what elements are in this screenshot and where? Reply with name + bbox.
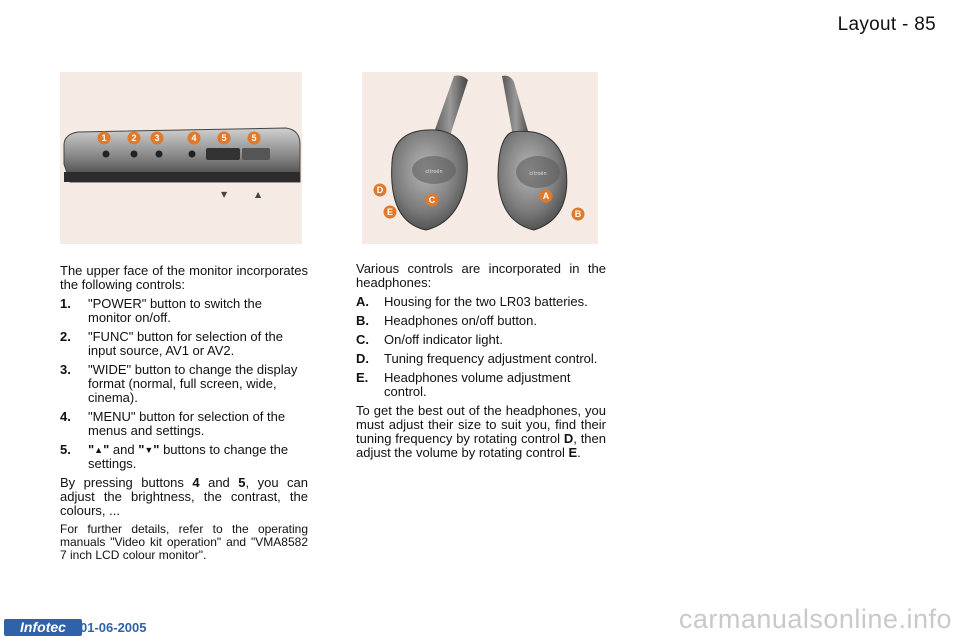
list-item: C. On/off indicator light.: [356, 332, 503, 347]
infotec-logo: Infotec: [4, 619, 82, 636]
down-arrow-icon: ▼: [144, 445, 154, 455]
down-arrow-mark: ▼: [221, 190, 228, 199]
further-details-note: For further details, refer to the operating manuals "Video kit operation" and "VMA8582 7 inch LCD colour monitor".: [60, 522, 308, 562]
up-arrow-mark: ▲: [255, 190, 262, 199]
callout-2: 2: [131, 133, 137, 143]
wide-button-mark: [156, 151, 163, 158]
extra-button-mark: [242, 148, 270, 160]
page-header: Layout - 85: [837, 14, 936, 35]
callout-5b: 5: [251, 133, 257, 143]
list-item: 4. "MENU" button for selection of the menus and settings.: [60, 409, 286, 438]
list-item: 5. "▲" and "▼" buttons to change the settings.: [60, 442, 289, 471]
func-button-mark: [131, 151, 138, 158]
headphones-intro: Various controls are incorporated in the headphones:: [356, 261, 606, 290]
callout-d: D: [376, 185, 384, 195]
callout-e: E: [386, 207, 394, 217]
callout-a: A: [542, 191, 550, 201]
list-item: 1. "POWER" button to switch the monitor on/off.: [60, 296, 262, 325]
list-item: D. Tuning frequency adjustment control.: [356, 351, 598, 366]
monitor-illustration: [60, 72, 302, 244]
watermark: carmanualsonline.info: [678, 604, 952, 634]
monitor-controls-text: [60, 264, 308, 567]
monitor-figure: [60, 72, 302, 244]
callout-3: 3: [154, 133, 160, 143]
callout-4: 4: [191, 133, 197, 143]
headphones-figure: [362, 72, 598, 244]
footer-date: 01-06-2005: [80, 620, 147, 635]
list-item: 2. "FUNC" button for selection of the input source, AV1 or AV2.: [60, 329, 283, 358]
left-brand-text: citroën: [425, 169, 443, 175]
arrow-buttons-mark: [206, 148, 240, 160]
headphone-controls-text: [356, 262, 606, 465]
headphones-illustration: [362, 72, 598, 244]
list-item: B. Headphones on/off button.: [356, 313, 537, 328]
callout-5a: 5: [221, 133, 227, 143]
list-item: A. Housing for the two LR03 batteries.: [356, 294, 588, 309]
callout-1: 1: [101, 133, 107, 143]
right-brand-text: citroën: [529, 171, 547, 177]
menu-button-mark: [189, 151, 196, 158]
list-item: E. Headphones volume adjustment control.: [356, 370, 571, 399]
pressing-paragraph: By pressing buttons 4 and 5, you can adjust the brightness, the contrast, the colours, ...: [60, 475, 308, 518]
callout-b: B: [574, 209, 582, 219]
list-item: 3. "WIDE" button to change the display format (normal, full screen, wide, cinema).: [60, 362, 298, 405]
tuning-tip-paragraph: To get the best out of the headphones, you must adjust their size to suit you, find their tuning frequency by rotating control D, then adjust the volume by rotating control E.: [356, 403, 606, 460]
monitor-intro: The upper face of the monitor incorporates the following controls:: [60, 263, 308, 292]
callout-c: C: [428, 195, 436, 205]
power-button-mark: [103, 151, 110, 158]
up-arrow-icon: ▲: [94, 445, 104, 455]
